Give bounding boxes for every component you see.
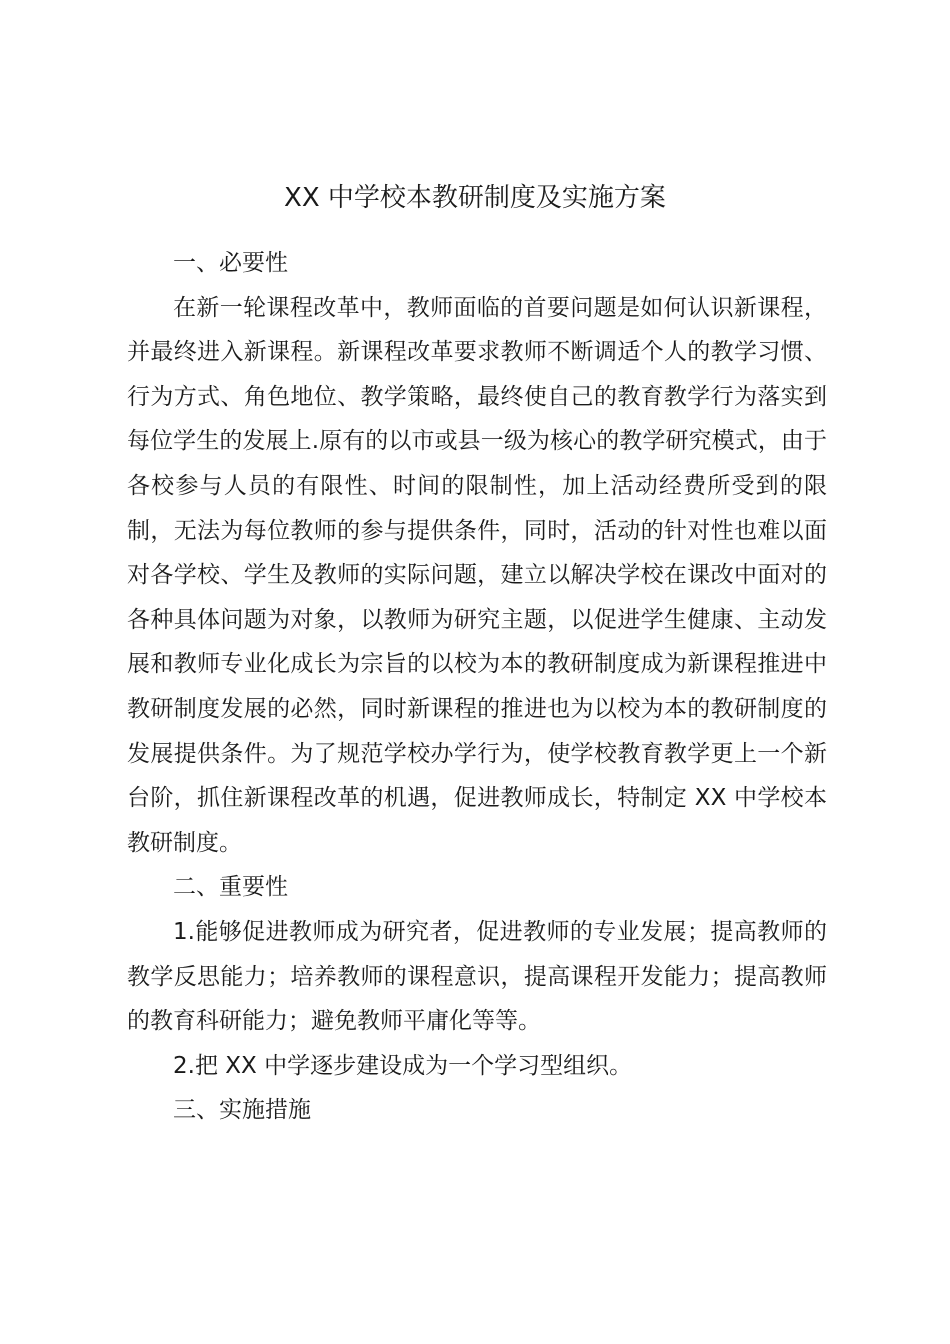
- paragraph-importance-item-2: 2.把 XX 中学逐步建设成为一个学习型组织。: [173, 1052, 633, 1079]
- section-heading-necessity: 一、必要性: [173, 250, 288, 276]
- document-body: [127, 241, 827, 1133]
- paragraph-importance-item-1: 1.能够促进教师成为研究者，促进教师的专业发展；提高教师的教学反思能力；培养教师的课程意识，提高课程开发能力；提高教师的教育科研能力；避免教师平庸化等等。: [127, 918, 827, 1035]
- section-heading-measures: 三、实施措施: [173, 1097, 311, 1124]
- section-heading-importance: 二、重要性: [173, 874, 288, 901]
- document-title: XX 中学校本教研制度及实施方案: [284, 183, 666, 213]
- paragraph-necessity-body: 在新一轮课程改革中，教师面临的首要问题是如何认识新课程，并最终进入新课程。新课程改革要求教师不断调适个人的教学习惯、行为方式、角色地位、教学策略，最终使自己的教育教学行为落实到每位学生的发展上.原有的以市或县一级为核心的教学研究模式，由于各校参与人员的有限性、时间的限制性，加上活动经费所受到的限制，无法为每位教师的参与提供条件，同时，活动的针对性也难以面对各学校、学生及教师的实际问题，建立以解决学校在课改中面对的各种具体问题为对象，以教师为研究主题，以促进学生健康、主动发展和教师专业化成长为宗旨的以校为本的教研制度成为新课程推进中教研制度发展的必然，同时新课程的推进也为以校为本的教研制度的发展提供条件。为了规范学校办学行为，使学校教育教学更上一个新台阶，抓住新课程改革的机遇，促进教师成长，特制定 XX 中学校本教研制度。: [127, 294, 827, 856]
